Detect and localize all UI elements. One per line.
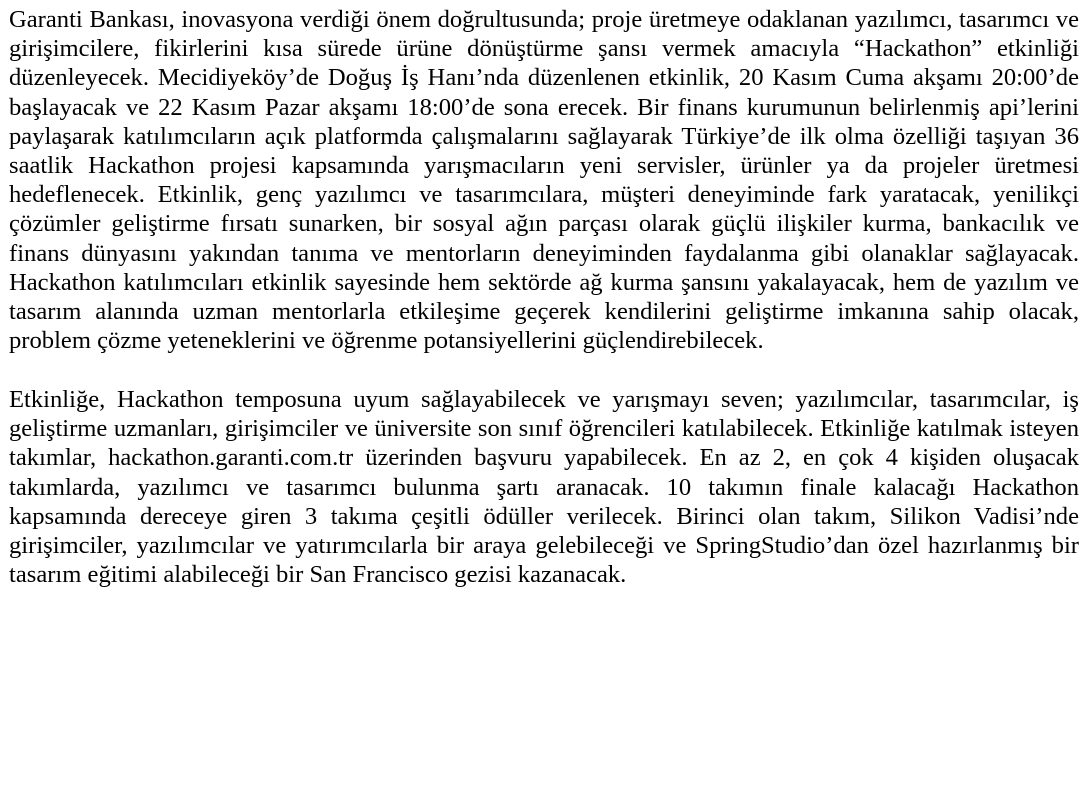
paragraph-event-announcement: Garanti Bankası, inovasyona verdiği önem doğrultusunda; proje üretmeye odaklanan yazılımcı, tasarımcı ve girişimcilere, fikirlerini kısa sürede ürüne dönüştürme şansı vermek amacıyla “Hackathon” etkinliği düzenleyecek. Mecidiyeköy’de Doğuş İş Hanı’nda düzenlenen etkinlik, 20 Kasım Cuma akşamı 20:00’de başlayacak ve 22 Kasım Pazar akşamı 18:00’de sona erecek. Bir finans kurumunun belirlenmiş api’lerini paylaşarak katılımcıların açık platformda çalışmalarını sağlayarak Türkiye’de ilk olma özelliği taşıyan 36 saatlik Hackathon projesi kapsamında yarışmacıların yeni servisler, ürünler ya da projeler üretmesi hedeflenecek. Etkinlik, genç yazılımcı ve tasarımcılara, müşteri deneyiminde fark yaratacak, yenilikçi çözümler geliştirme fırsatı sunarken, bir sosyal ağın parçası olarak güçlü ilişkiler kurma, bankacılık ve finans dünyasını yakından tanıma ve mentorların deneyiminden faydalanma gibi olanaklar sağlayacak. Hackathon katılımcıları etkinlik sayesinde hem sektörde ağ kurma şansını yakalayacak, hem de yazılım ve tasarım alanında uzman mentorlarla etkileşime geçerek kendilerini geliştirme imkanına sahip olacak, problem çözme yeteneklerini ve öğrenme potansiyellerini güçlendirebilecek. (9, 6, 1079, 355)
paragraph-participation-details: Etkinliğe, Hackathon temposuna uyum sağlayabilecek ve yarışmayı seven; yazılımcılar, tasarımcılar, iş geliştirme uzmanları, girişimciler ve üniversite son sınıf öğrencileri katılabilecek. Etkinliğe katılmak isteyen takımlar, hackathon.garanti.com.tr üzerinden başvuru yapabilecek. En az 2, en çok 4 kişiden oluşacak takımlarda, yazılımcı ve tasarımcı bulunma şartı aranacak. 10 takımın finale kalacağı Hackathon kapsamında dereceye giren 3 takıma çeşitli ödüller verilecek. Birinci olan takım, Silikon Vadisi’nde girişimciler, yazılımcılar ve yatırımcılarla bir araya gelebileceği ve SpringStudio’dan özel hazırlanmış bir tasarım eğitimi alabileceği bir San Francisco gezisi kazanacak. (9, 385, 1079, 589)
document-body (9, 5, 1079, 589)
